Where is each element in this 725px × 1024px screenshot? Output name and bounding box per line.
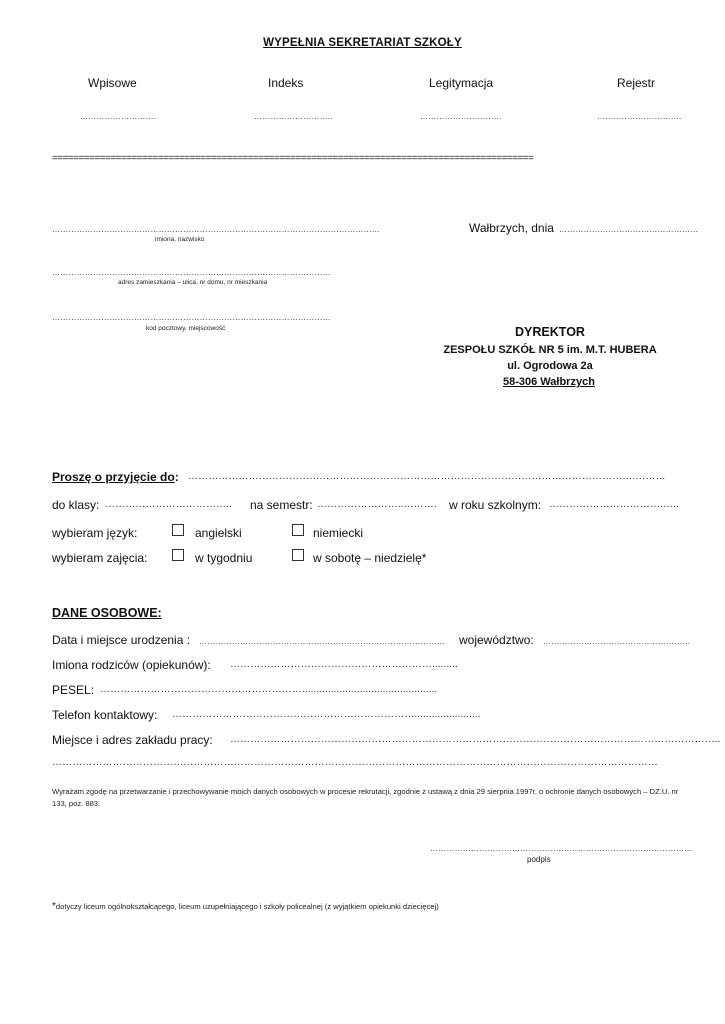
column-wpisowe: Wpisowe (88, 76, 137, 90)
city-date-label: Wałbrzych, dnia (469, 221, 554, 235)
classes-label: wybieram zajęcia: (52, 551, 148, 565)
request-label: Proszę o przyjęcie do (52, 470, 175, 484)
signature-label: podpis (527, 855, 551, 864)
column-indeks: Indeks (268, 76, 304, 90)
wpisowe-field[interactable]: ………………………. (80, 112, 157, 121)
weekday-option-label: w tygodniu (195, 551, 253, 565)
weekend-option-label: w sobotę – niedzielę* (313, 551, 427, 565)
english-option-label: angielski (195, 526, 242, 540)
language-label: wybieram język: (52, 526, 138, 540)
name-caption: imiona, nazwisko (155, 236, 205, 243)
recipient-city: 58-306 Wałbrzych (503, 376, 595, 388)
postal-caption: kod pocztowy, miejscowość (146, 325, 226, 332)
workplace-label: Miejsce i adres zakładu pracy: (52, 733, 213, 747)
phone-label: Telefon kontaktowy: (52, 708, 158, 722)
pesel-label: PESEL: (52, 683, 95, 697)
weekday-checkbox[interactable] (172, 549, 184, 561)
address-field[interactable]: ………………………………………………………………………………………… (52, 268, 331, 277)
rejestr-field[interactable]: …………………………. (597, 112, 682, 121)
class-label: do klasy: (52, 498, 100, 512)
postal-field[interactable]: ………………………………………………………………………………………… (52, 313, 331, 322)
class-field[interactable]: ……………………………….. (105, 499, 232, 510)
separator-line: =========================================================================================== (52, 153, 534, 164)
footnote-star: * (52, 901, 56, 912)
parents-label: Imiona rodziców (opiekunów): (52, 658, 211, 672)
request-colon: : (174, 470, 179, 484)
parents-field[interactable]: ……………………………………………………......... (230, 659, 458, 670)
footnote-text: dotyczy liceum ogólnokształcącego, liceum uzupełniającego i szkoły policealnej (z wyjątkiem opiekunki dziecięcej) (55, 902, 439, 911)
voivodeship-label: województwo: (459, 633, 534, 647)
pesel-field[interactable]: ……………………………………………………............................................... (100, 684, 438, 695)
request-line (52, 470, 179, 484)
german-option-label: niemiecki (313, 526, 364, 540)
column-legitymacja: Legitymacja (429, 76, 494, 90)
office-title: WYPEŁNIA SEKRETARIAT SZKOŁY (263, 37, 462, 49)
weekend-checkbox[interactable] (292, 549, 304, 561)
consent-text: Wyrażam zgodę na przetwarzanie i przechowywanie moich danych osobowych w procesie rekrutacji, zgodnie z ustawą z dnia 29 sierpnia 1997r. o ochronie danych osobowych – DZ.U. nr 133, poz. 883. (52, 787, 679, 808)
semester-field[interactable]: ……………………..………. (317, 499, 437, 510)
name-field[interactable]: ………………………………………………………………………………………………………… (52, 225, 380, 234)
recipient-street: ul. Ogrodowa 2a (507, 360, 593, 372)
request-field[interactable]: …………………………………………………………………………………………………………………….……… (188, 471, 666, 482)
signature-field[interactable]: …………………………………………………………………………………… (430, 844, 693, 853)
german-checkbox[interactable] (292, 524, 304, 536)
indeks-field[interactable]: ……………………….. (254, 112, 333, 121)
date-field[interactable]: …………………………………………… (559, 225, 699, 234)
address-caption: adres zamieszkania – ulica, nr domu, nr mieszkania (118, 279, 268, 286)
legitymacja-field[interactable]: ………………………… (420, 112, 502, 121)
voivodeship-field[interactable]: ……………………………………………… (543, 637, 691, 646)
workplace-field-line-2[interactable]: ……………………………………………………………………………………………………………………………………………………………… (52, 757, 658, 768)
workplace-field[interactable]: ……………………………………………………………………………………………………………………………….. (230, 734, 721, 745)
birth-field[interactable]: ……………………………………………………………………………… (199, 637, 445, 646)
personal-data-heading: DANE OSOBOWE: (52, 606, 162, 620)
footnote (52, 901, 439, 912)
phone-field[interactable]: ………………………………………………………………....................... (172, 709, 481, 720)
recipient-school: ZESPOŁU SZKÓŁ NR 5 im. M.T. HUBERA (443, 344, 657, 356)
birth-label: Data i miejsce urodzenia : (52, 633, 191, 647)
english-checkbox[interactable] (172, 524, 184, 536)
recipient-title: DYREKTOR (515, 325, 585, 339)
column-rejestr: Rejestr (617, 76, 656, 90)
school-year-field[interactable]: …………………………….….. (549, 499, 679, 510)
school-year-label: w roku szkolnym: (449, 498, 542, 512)
semester-label: na semestr: (250, 498, 313, 512)
